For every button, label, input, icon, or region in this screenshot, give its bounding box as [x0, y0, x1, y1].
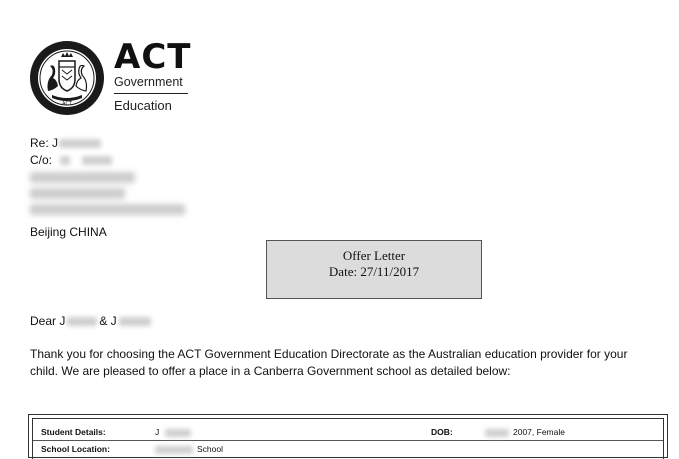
redacted-address-line-3	[30, 204, 185, 215]
salutation	[30, 314, 151, 328]
redacted-address-line-1	[30, 172, 135, 183]
brand-wordmark	[114, 37, 192, 113]
offer-title: Offer Letter	[342, 248, 406, 263]
seal-lettering: ACT	[62, 101, 72, 107]
offer-letter-box	[266, 240, 482, 299]
brand-education: Education	[114, 98, 172, 113]
student-details-label: Student Details:	[41, 427, 106, 437]
dob-year-gender: 2007, Female	[513, 427, 565, 437]
body-paragraph: Thank you for choosing the ACT Government Education Directorate as the Australian education provider for your child. We are pleased to offer a place in a Canberra Government school as detailed below:	[30, 347, 628, 378]
brand-divider	[114, 93, 188, 94]
co-line	[30, 153, 112, 167]
salutation-dear: Dear J	[30, 314, 66, 328]
student-details-row	[33, 424, 663, 441]
school-location-row	[33, 441, 663, 457]
brand-government: Government	[114, 75, 183, 89]
redacted-name	[59, 139, 101, 148]
city-country: Beijing CHINA	[30, 225, 107, 239]
redacted-school-name	[155, 446, 193, 454]
details-inner-border	[32, 418, 664, 459]
act-coat-of-arms-icon	[28, 39, 106, 117]
re-line	[30, 136, 101, 150]
student-details-table	[28, 414, 668, 458]
school-word: School	[197, 444, 223, 454]
school-location-value	[155, 441, 223, 457]
redacted-student-name	[165, 429, 191, 437]
act-education-logo	[28, 36, 192, 122]
offer-date: Date: 27/11/2017	[328, 264, 420, 279]
re-label: Re: J	[30, 136, 59, 150]
redacted-co-2	[82, 156, 112, 165]
redacted-dob	[485, 429, 509, 437]
redacted-address-line-2	[30, 188, 125, 199]
school-location-label: School Location:	[41, 444, 110, 454]
redacted-co-1	[60, 156, 70, 165]
student-details-value	[155, 424, 191, 440]
student-initial: J	[155, 427, 160, 437]
dob-label: DOB:	[431, 427, 453, 437]
brand-act: ACT	[114, 37, 192, 77]
dob-value	[485, 424, 565, 440]
co-label: C/o:	[30, 153, 53, 167]
redacted-parent-2	[119, 317, 151, 326]
salutation-amp: & J	[99, 314, 117, 328]
redacted-parent-1	[67, 317, 97, 326]
